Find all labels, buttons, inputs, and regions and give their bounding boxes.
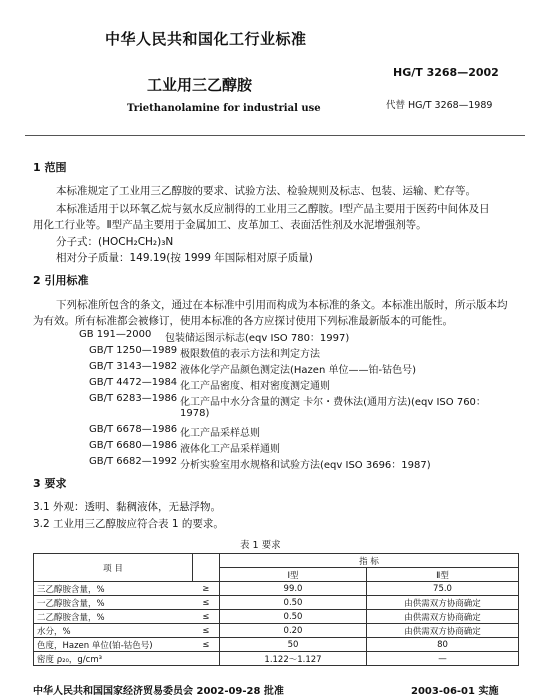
- table-cell-type-2: 75.0: [367, 582, 519, 596]
- table-cell-op: [193, 652, 220, 666]
- table-cell-type-1: 99.0: [220, 582, 367, 596]
- table-cell-op: ≤: [193, 610, 220, 624]
- reference-code: GB/T 6678—1986: [89, 424, 178, 435]
- approval-note: 中华人民共和国国家经济贸易委员会 2002-09-28 批准: [33, 686, 284, 697]
- clause-3-2: 3.2 工业用三乙醇胺应符合表 1 的要求。: [33, 518, 224, 530]
- table-cell-type-2: —: [367, 652, 519, 666]
- table-cell-item: 密度 ρ₂₀，g/cm³: [34, 652, 193, 666]
- reference-title: 化工产品中水分含量的测定 卡尔・费休法(通用方法)(eqv ISO 760：: [180, 397, 486, 408]
- table-header-type-1: Ⅰ型: [220, 568, 367, 582]
- table-cell-type-2: 由供需双方协商确定: [367, 596, 519, 610]
- table-cell-item: 色度，Hazen 单位(铂-钴色号): [34, 638, 193, 652]
- table-cell-op: ≤: [193, 638, 220, 652]
- document-title-en: Triethanolamine for industrial use: [127, 103, 321, 114]
- table-cell-item: 二乙醇胺含量，%: [34, 610, 193, 624]
- clause-3-1: 3.1 外观：透明、黏稠液体，无悬浮物。: [33, 501, 222, 513]
- requirements-table: [33, 553, 519, 666]
- reference-code: GB/T 3143—1982: [89, 361, 178, 372]
- reference-code: GB/T 1250—1989: [89, 345, 178, 356]
- reference-title: 极限数值的表示方法和判定方法: [180, 349, 320, 360]
- molecular-mass: 相对分子质量：149.19(按 1999 年国际相对原子质量): [56, 252, 313, 264]
- document-title: 工业用三乙醇胺: [147, 76, 253, 94]
- reference-title: 液体化学产品颜色测定法(Hazen 单位——铂-钴色号): [180, 365, 416, 376]
- reference-title: 包装储运图示标志(eqv ISO 780：1997): [165, 333, 350, 344]
- table-row: [34, 596, 519, 610]
- table-row: [34, 624, 519, 638]
- reference-title-continued: 1978): [180, 408, 210, 419]
- table-header-op: [193, 554, 220, 582]
- table-row: [34, 638, 519, 652]
- table-cell-type-2: 由供需双方协商确定: [367, 624, 519, 638]
- table-row: [34, 610, 519, 624]
- header-divider: [25, 135, 525, 136]
- reference-code: GB/T 6682—1992: [89, 456, 178, 467]
- section-1-heading: 1 范围: [33, 161, 67, 174]
- table-cell-type-2: 由供需双方协商确定: [367, 610, 519, 624]
- table-cell-item: 水分，%: [34, 624, 193, 638]
- section-3-heading: 3 要求: [33, 477, 67, 490]
- standard-code: HG/T 3268—2002: [393, 66, 499, 79]
- table-header-item: 项 目: [34, 554, 193, 582]
- section-2-para-line-1: 下列标准所包含的条文，通过在本标准中引用而构成为本标准的条文。本标准出版时，所示版本均: [56, 299, 508, 311]
- table-cell-type-1: 1.122～1.127: [220, 652, 367, 666]
- table-row: [34, 652, 519, 666]
- table-row: [34, 582, 519, 596]
- section-2-para-line-2: 为有效。所有标准都会被修订，使用本标准的各方应探讨使用下列标准最新版本的可能性。: [33, 315, 453, 327]
- replaces-note: 代替 HG/T 3268—1989: [386, 100, 493, 111]
- table-cell-type-1: 0.20: [220, 624, 367, 638]
- reference-code: GB/T 6680—1986: [89, 440, 178, 451]
- reference-title: 分析实验室用水规格和试验方法(eqv ISO 3696：1987): [180, 460, 431, 471]
- table-cell-type-1: 0.50: [220, 596, 367, 610]
- table-cell-type-1: 50: [220, 638, 367, 652]
- reference-code: GB/T 6283—1986: [89, 393, 178, 404]
- table-header-type-2: Ⅱ型: [367, 568, 519, 582]
- reference-title: 化工产品采样总则: [180, 428, 260, 439]
- table-cell-op: ≤: [193, 596, 220, 610]
- reference-title: 化工产品密度、相对密度测定通则: [180, 381, 330, 392]
- implementation-date: 2003-06-01 实施: [411, 686, 499, 697]
- reference-code: GB 191—2000: [79, 329, 152, 340]
- section-1-para-2-line-1: 本标准适用于以环氧乙烷与氨水反应制得的工业用三乙醇胺。Ⅰ型产品主要用于医药中间体及日: [56, 203, 490, 215]
- table-cell-item: 一乙醇胺含量，%: [34, 596, 193, 610]
- table-cell-type-2: 80: [367, 638, 519, 652]
- table-header-index: 指 标: [220, 554, 519, 568]
- table-caption: 表 1 要求: [240, 540, 281, 551]
- table-cell-type-1: 0.50: [220, 610, 367, 624]
- table-header-row: [34, 554, 519, 568]
- table-cell-item: 三乙醇胺含量，%: [34, 582, 193, 596]
- reference-code: GB/T 4472—1984: [89, 377, 178, 388]
- section-1-para-2-line-2: 用化工行业等。Ⅱ型产品主要用于金属加工、皮革加工、表面活性剂及水泥增强剂等。: [33, 219, 427, 231]
- standard-header: 中华人民共和国化工行业标准: [105, 30, 307, 48]
- table-cell-op: ≥: [193, 582, 220, 596]
- section-2-heading: 2 引用标准: [33, 274, 89, 287]
- section-1-para-1: 本标准规定了工业用三乙醇胺的要求、试验方法、检验规则及标志、包装、运输、贮存等。: [56, 185, 476, 197]
- reference-title: 液体化工产品采样通则: [180, 444, 280, 455]
- molecular-formula: 分子式：(HOCH₂CH₂)₃N: [56, 236, 174, 248]
- table-cell-op: ≤: [193, 624, 220, 638]
